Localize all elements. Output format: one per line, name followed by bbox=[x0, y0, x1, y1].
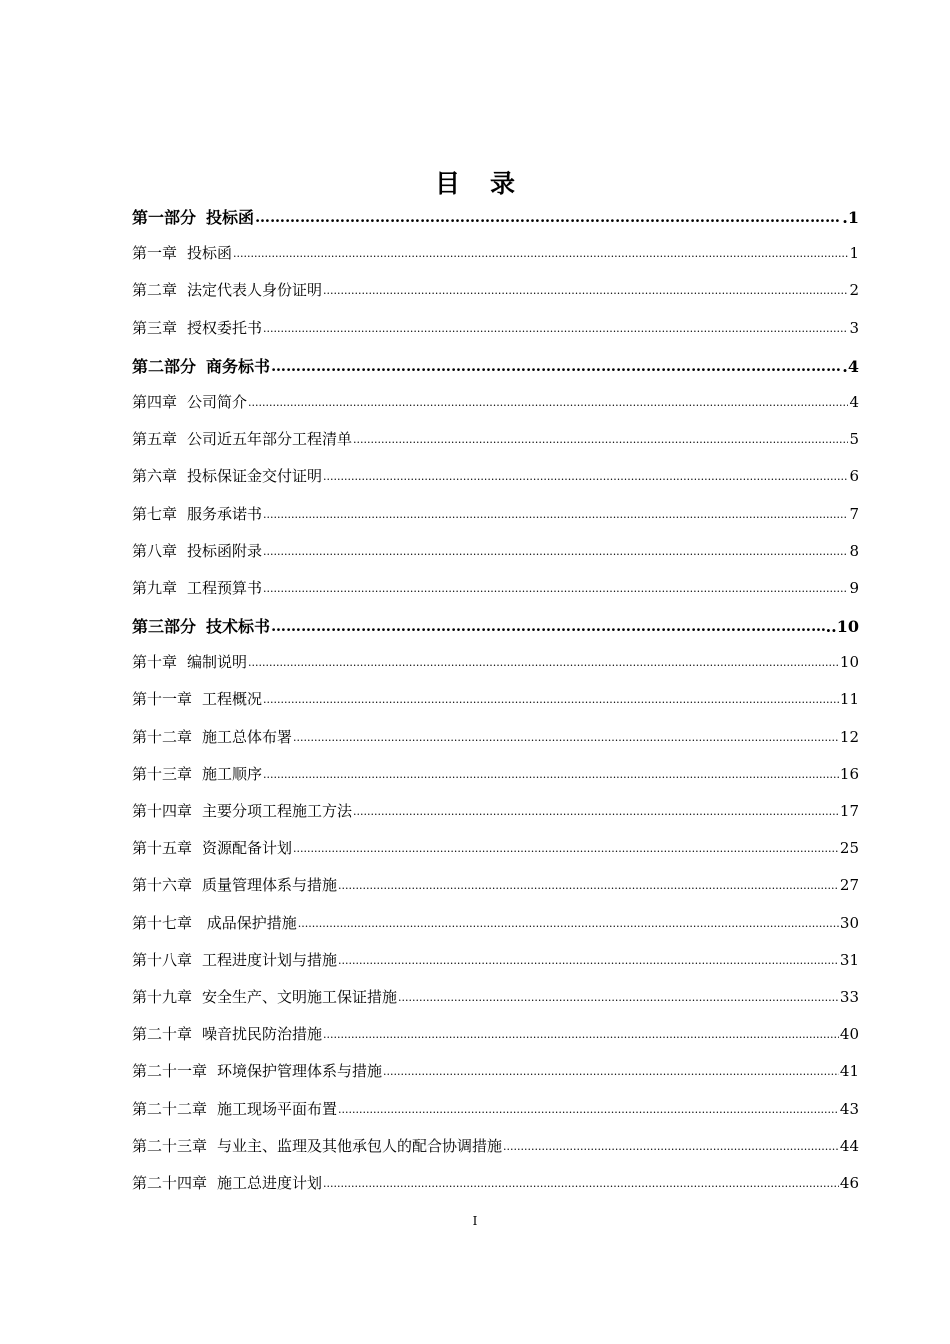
toc-entry-page: 7 bbox=[849, 504, 859, 523]
toc-entry-title: 施工总体布署 bbox=[202, 727, 293, 746]
toc-entry-number: 第十五章 bbox=[132, 839, 193, 858]
toc-entry-page: 43 bbox=[839, 1099, 859, 1118]
toc-dot-leader bbox=[293, 727, 839, 745]
toc-entry-page: 31 bbox=[839, 950, 859, 969]
toc-chapter-entry[interactable] bbox=[132, 577, 859, 614]
toc-entry-number: 第十章 bbox=[132, 653, 178, 672]
toc-entry-title: 资源配备计划 bbox=[202, 839, 293, 858]
toc-chapter-entry[interactable] bbox=[132, 912, 859, 949]
toc-entry-number: 第三部分 bbox=[132, 617, 197, 637]
toc-entry-title: 投标函 bbox=[187, 244, 233, 263]
toc-entry-label bbox=[132, 354, 270, 377]
toc-part-entry[interactable] bbox=[132, 205, 859, 242]
toc-entry-number: 第七章 bbox=[132, 504, 178, 523]
toc-dot-leader bbox=[271, 356, 841, 375]
toc-dot-leader bbox=[263, 764, 839, 782]
toc-chapter-entry[interactable] bbox=[132, 428, 859, 465]
toc-entry-page: ..10 bbox=[825, 617, 859, 637]
toc-entry-label bbox=[132, 540, 262, 561]
toc-dot-leader bbox=[263, 578, 848, 596]
toc-dot-leader bbox=[248, 392, 848, 410]
toc-entry-label bbox=[132, 465, 322, 486]
toc-entry-number: 第十一章 bbox=[132, 690, 193, 709]
toc-chapter-entry[interactable] bbox=[132, 279, 859, 316]
toc-dot-leader bbox=[255, 207, 841, 226]
toc-entry-title: 质量管理体系与措施 bbox=[202, 876, 338, 895]
toc-entry-label bbox=[132, 912, 297, 933]
toc-entry-number: 第二十四章 bbox=[132, 1173, 208, 1192]
toc-entry-label bbox=[132, 949, 337, 970]
toc-entry-label bbox=[132, 1172, 322, 1193]
toc-entry-number: 第二部分 bbox=[132, 356, 197, 376]
toc-entry-label bbox=[132, 428, 352, 449]
page-title bbox=[0, 164, 950, 200]
toc-entry-label bbox=[132, 503, 262, 524]
toc-entry-title: 公司近五年部分工程清单 bbox=[187, 430, 353, 449]
toc-entry-title: 成品保护措施 bbox=[202, 913, 297, 932]
toc-entry-label bbox=[132, 1098, 337, 1119]
toc-dot-leader bbox=[323, 1173, 839, 1191]
toc-entry-number: 第四章 bbox=[132, 392, 178, 411]
toc-entry-title: 技术标书 bbox=[206, 617, 271, 637]
toc-entry-page: 40 bbox=[839, 1025, 859, 1044]
toc-chapter-entry[interactable] bbox=[132, 800, 859, 837]
toc-entry-page: 33 bbox=[839, 987, 859, 1006]
toc-chapter-entry[interactable] bbox=[132, 763, 859, 800]
toc-entry-label bbox=[132, 242, 232, 263]
toc-dot-leader bbox=[263, 689, 839, 707]
toc-entry-title: 编制说明 bbox=[187, 653, 248, 672]
toc-dot-leader bbox=[398, 987, 839, 1005]
toc-chapter-entry[interactable] bbox=[132, 726, 859, 763]
toc-entry-page: 5 bbox=[849, 430, 859, 449]
toc-dot-leader bbox=[383, 1061, 839, 1079]
toc-chapter-entry[interactable] bbox=[132, 1172, 859, 1209]
toc-entry-label bbox=[132, 986, 397, 1007]
toc-entry-title: 法定代表人身份证明 bbox=[187, 281, 323, 300]
toc-entry-title: 投标函 bbox=[206, 208, 255, 227]
toc-entry-page: 17 bbox=[839, 802, 859, 820]
toc-chapter-entry[interactable] bbox=[132, 503, 859, 540]
toc-entry-title: 授权委托书 bbox=[187, 318, 263, 337]
toc-entry-number: 第八章 bbox=[132, 541, 178, 560]
toc-entry-title: 安全生产、文明施工保证措施 bbox=[202, 987, 398, 1006]
toc-entry-number: 第十二章 bbox=[132, 727, 193, 746]
toc-dot-leader bbox=[323, 466, 848, 484]
toc-entry-number: 第十三章 bbox=[132, 764, 193, 783]
toc-entry-label bbox=[132, 726, 292, 747]
toc-entry-title: 与业主、监理及其他承包人的配合协调措施 bbox=[217, 1136, 503, 1155]
toc-entry-number: 第二十三章 bbox=[132, 1136, 208, 1155]
toc-entry-number: 第十六章 bbox=[132, 876, 193, 895]
toc-entry-number: 第二十二章 bbox=[132, 1099, 208, 1118]
toc-entry-page: 25 bbox=[839, 839, 859, 858]
toc-entry-title: 投标函附录 bbox=[187, 541, 263, 560]
toc-dot-leader bbox=[338, 950, 839, 968]
toc-entry-number: 第一章 bbox=[132, 244, 178, 263]
toc-dot-leader bbox=[503, 1136, 839, 1154]
toc-entry-page: 6 bbox=[849, 467, 859, 486]
toc-entry-title: 工程概况 bbox=[202, 690, 263, 709]
toc-chapter-entry[interactable] bbox=[132, 651, 859, 688]
toc-entry-number: 第五章 bbox=[132, 430, 178, 449]
toc-entry-title: 主要分项工程施工方法 bbox=[202, 802, 353, 820]
toc-chapter-entry[interactable] bbox=[132, 540, 859, 577]
table-of-contents bbox=[132, 205, 859, 1209]
toc-entry-label bbox=[132, 874, 337, 895]
toc-chapter-entry[interactable] bbox=[132, 1060, 859, 1097]
toc-dot-leader bbox=[271, 616, 825, 635]
toc-chapter-entry[interactable] bbox=[132, 949, 859, 986]
toc-chapter-entry[interactable] bbox=[132, 688, 859, 725]
toc-entry-number: 第九章 bbox=[132, 578, 178, 597]
toc-entry-number: 第十四章 bbox=[132, 802, 193, 820]
toc-dot-leader bbox=[263, 318, 848, 336]
toc-part-entry[interactable] bbox=[132, 614, 859, 651]
toc-entry-page: 1 bbox=[849, 244, 859, 263]
page-title-part2: 录 bbox=[490, 169, 516, 198]
toc-entry-title: 服务承诺书 bbox=[187, 504, 263, 523]
toc-chapter-entry[interactable] bbox=[132, 986, 859, 1023]
toc-dot-leader bbox=[338, 1099, 839, 1117]
toc-dot-leader bbox=[298, 913, 839, 931]
toc-entry-label bbox=[132, 763, 262, 784]
toc-entry-label bbox=[132, 317, 262, 338]
toc-entry-number: 第一部分 bbox=[132, 208, 197, 227]
toc-entry-page: 44 bbox=[839, 1136, 859, 1155]
toc-entry-number: 第二十章 bbox=[132, 1025, 193, 1044]
toc-entry-number: 第十八章 bbox=[132, 950, 193, 969]
toc-entry-title: 工程进度计划与措施 bbox=[202, 950, 338, 969]
toc-entry-page: 30 bbox=[839, 913, 859, 932]
toc-entry-label bbox=[132, 651, 247, 672]
toc-entry-title: 投标保证金交付证明 bbox=[187, 467, 323, 486]
toc-chapter-entry[interactable] bbox=[132, 1135, 859, 1172]
toc-dot-leader bbox=[338, 875, 839, 893]
toc-chapter-entry[interactable] bbox=[132, 1098, 859, 1135]
toc-entry-page: 10 bbox=[839, 653, 859, 672]
toc-part-entry[interactable] bbox=[132, 354, 859, 391]
toc-dot-leader bbox=[233, 243, 848, 261]
toc-entry-page: 3 bbox=[849, 318, 859, 337]
toc-entry-label bbox=[132, 800, 352, 821]
toc-entry-page: 4 bbox=[849, 392, 859, 411]
toc-entry-page: 9 bbox=[849, 578, 859, 597]
toc-chapter-entry[interactable] bbox=[132, 874, 859, 911]
toc-entry-page: 8 bbox=[849, 541, 859, 560]
toc-entry-page: 41 bbox=[839, 1062, 859, 1081]
toc-entry-title: 工程预算书 bbox=[187, 578, 263, 597]
toc-entry-page: 16 bbox=[839, 764, 859, 783]
toc-entry-title: 施工顺序 bbox=[202, 764, 263, 783]
toc-dot-leader bbox=[293, 838, 839, 856]
page-footer-number: I bbox=[472, 1214, 478, 1228]
toc-entry-label bbox=[132, 1023, 322, 1044]
toc-entry-label bbox=[132, 614, 270, 637]
toc-entry-label bbox=[132, 577, 262, 598]
toc-dot-leader bbox=[248, 652, 839, 670]
toc-entry-page: .1 bbox=[842, 208, 859, 227]
toc-entry-number: 第六章 bbox=[132, 467, 178, 486]
toc-entry-page: 27 bbox=[839, 876, 859, 895]
toc-chapter-entry[interactable] bbox=[132, 1023, 859, 1060]
toc-entry-number: 第十七章 bbox=[132, 913, 193, 932]
toc-chapter-entry[interactable] bbox=[132, 391, 859, 428]
toc-chapter-entry[interactable] bbox=[132, 465, 859, 502]
toc-entry-number: 第二章 bbox=[132, 281, 178, 300]
toc-entry-title: 施工总进度计划 bbox=[217, 1173, 323, 1192]
toc-entry-page: 11 bbox=[839, 690, 859, 709]
toc-entry-page: 46 bbox=[839, 1173, 859, 1192]
toc-dot-leader bbox=[263, 504, 848, 522]
toc-entry-label bbox=[132, 837, 292, 858]
toc-dot-leader bbox=[353, 429, 848, 447]
toc-dot-leader bbox=[323, 280, 848, 298]
toc-dot-leader bbox=[323, 1024, 839, 1042]
page-title-part1: 目 bbox=[434, 169, 460, 198]
toc-entry-label bbox=[132, 279, 322, 300]
toc-entry-number: 第三章 bbox=[132, 318, 178, 337]
toc-entry-number: 第二十一章 bbox=[132, 1062, 208, 1081]
toc-entry-page: .4 bbox=[842, 356, 859, 376]
toc-entry-title: 公司简介 bbox=[187, 392, 248, 411]
toc-entry-label bbox=[132, 1060, 382, 1081]
toc-chapter-entry[interactable] bbox=[132, 317, 859, 354]
toc-entry-number: 第十九章 bbox=[132, 987, 193, 1006]
toc-entry-page: 12 bbox=[839, 727, 859, 746]
toc-dot-leader bbox=[263, 541, 848, 559]
toc-entry-label bbox=[132, 391, 247, 412]
toc-entry-title: 商务标书 bbox=[206, 356, 271, 376]
toc-chapter-entry[interactable] bbox=[132, 837, 859, 874]
toc-entry-page: 2 bbox=[849, 281, 859, 300]
toc-entry-label bbox=[132, 1135, 502, 1156]
toc-entry-title: 施工现场平面布置 bbox=[217, 1099, 338, 1118]
toc-entry-title: 噪音扰民防治措施 bbox=[202, 1025, 323, 1044]
toc-chapter-entry[interactable] bbox=[132, 242, 859, 279]
toc-entry-label bbox=[132, 688, 262, 709]
toc-dot-leader bbox=[353, 801, 839, 819]
toc-entry-label bbox=[132, 205, 254, 228]
toc-entry-title: 环境保护管理体系与措施 bbox=[217, 1062, 383, 1081]
